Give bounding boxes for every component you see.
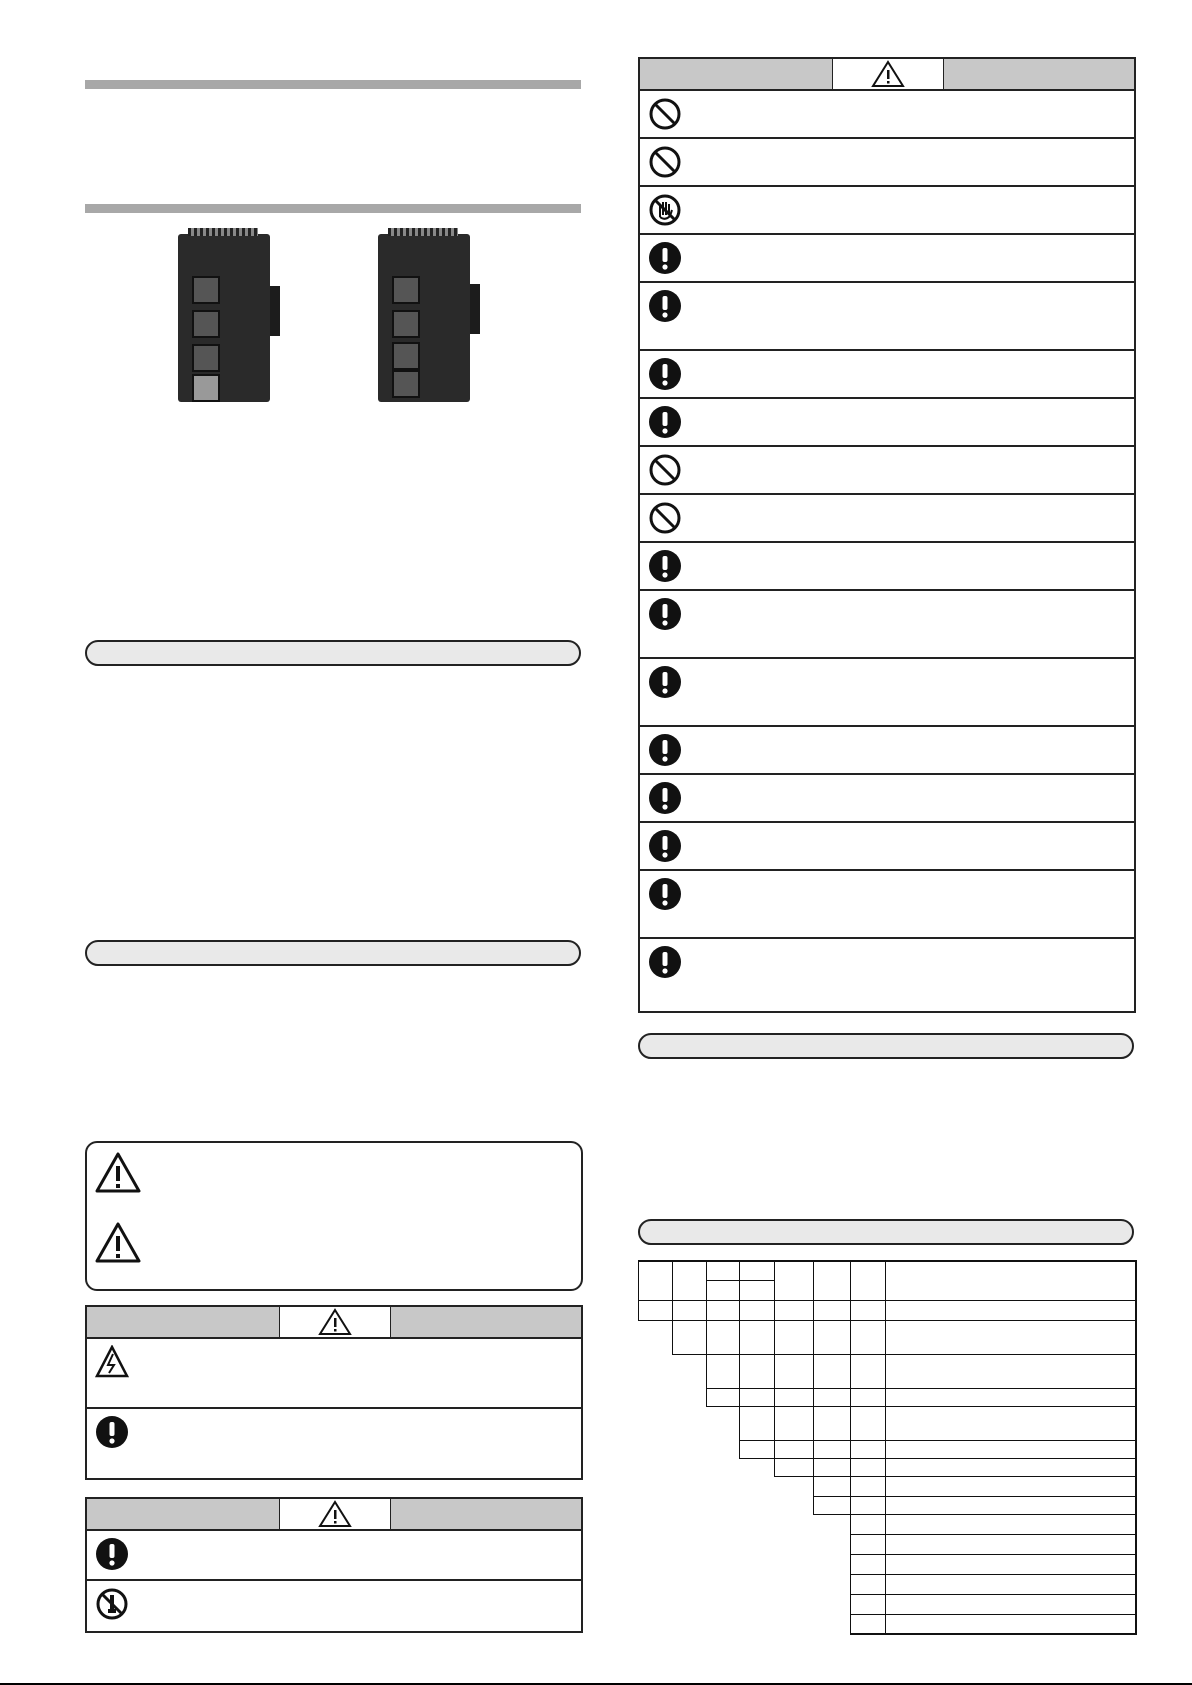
- exclamation-circle-icon: [648, 877, 682, 911]
- table-rule: [638, 1300, 639, 1320]
- table-rule: [672, 1260, 673, 1300]
- table-rule: [739, 1320, 740, 1354]
- table-rule: [706, 1280, 774, 1281]
- table-rule: [850, 1534, 1136, 1535]
- table-rule: [813, 1476, 814, 1496]
- table-rule: [850, 1320, 851, 1354]
- prohibition-circle-icon: [648, 145, 682, 179]
- precaution-row: [640, 447, 1134, 495]
- din-clip: [270, 286, 280, 336]
- header-label-cell: [279, 1307, 391, 1337]
- table-rule: [850, 1574, 851, 1594]
- table-rule: [850, 1594, 1136, 1595]
- port-4: [392, 370, 420, 398]
- table-rule: [739, 1260, 740, 1300]
- table-rule: [850, 1496, 851, 1514]
- table-rule: [850, 1260, 851, 1300]
- precaution-row: [87, 1409, 581, 1479]
- port-2: [392, 310, 420, 338]
- precaution-row: [640, 235, 1134, 283]
- caution-box-header: [87, 1499, 581, 1531]
- header-label-cell: [832, 59, 944, 89]
- fiber-port: [192, 374, 220, 402]
- no-touch-hand-icon: [648, 193, 682, 227]
- table-rule: [850, 1440, 851, 1458]
- table-rule: [706, 1388, 707, 1406]
- exclamation-circle-icon: [95, 1415, 129, 1449]
- table-rule: [774, 1388, 775, 1406]
- exclamation-circle-icon: [648, 405, 682, 439]
- precaution-row: [640, 659, 1134, 727]
- warning-box-header: [87, 1307, 581, 1339]
- model-code-table: [638, 1260, 1136, 1635]
- section-header-pill: [638, 1033, 1134, 1059]
- port-2: [192, 310, 220, 338]
- table-rule: [638, 1260, 639, 1300]
- table-rule: [672, 1354, 1136, 1355]
- table-rule: [813, 1300, 814, 1320]
- exclamation-circle-icon: [648, 733, 682, 767]
- precaution-row: [640, 871, 1134, 939]
- table-rule: [885, 1476, 886, 1496]
- precaution-row: [640, 591, 1134, 659]
- table-rule: [885, 1320, 886, 1354]
- table-rule: [706, 1388, 1136, 1389]
- table-rule: [739, 1354, 740, 1388]
- table-rule: [850, 1594, 851, 1614]
- section-header-pill: [85, 940, 581, 966]
- precaution-row: [87, 1531, 581, 1581]
- precaution-row: [640, 495, 1134, 543]
- warning-triangle-icon: [95, 1221, 141, 1263]
- table-rule: [813, 1458, 814, 1476]
- table-rule: [672, 1300, 673, 1320]
- exclamation-circle-icon: [648, 945, 682, 979]
- table-rule: [850, 1514, 851, 1534]
- table-rule: [813, 1496, 814, 1514]
- table-rule: [885, 1440, 886, 1458]
- table-rule: [885, 1388, 886, 1406]
- warning-triangle-icon: [318, 1308, 352, 1336]
- warning-triangle-icon: [318, 1500, 352, 1528]
- port-1: [192, 276, 220, 304]
- table-rule: [885, 1514, 886, 1534]
- table-rule: [850, 1458, 851, 1476]
- precaution-row: [640, 727, 1134, 775]
- table-rule: [774, 1354, 775, 1388]
- table-rule: [885, 1554, 886, 1574]
- table-rule: [885, 1496, 886, 1514]
- table-rule: [813, 1406, 814, 1440]
- table-rule: [850, 1554, 1136, 1555]
- table-rule: [638, 1320, 1136, 1321]
- table-rule: [774, 1406, 775, 1440]
- caution-box: [85, 1497, 583, 1633]
- table-rule: [813, 1354, 814, 1388]
- table-rule: [885, 1574, 886, 1594]
- prohibition-circle-icon: [648, 97, 682, 131]
- table-rule: [739, 1300, 740, 1320]
- precaution-row: [640, 187, 1134, 235]
- safety-precautions-box: [638, 57, 1136, 1013]
- port-3: [192, 344, 220, 372]
- product-image-right: [378, 228, 483, 403]
- table-rule: [706, 1300, 707, 1320]
- table-rule: [850, 1354, 851, 1388]
- warning-box: [85, 1305, 583, 1480]
- table-rule: [739, 1388, 740, 1406]
- table-rule: [813, 1440, 814, 1458]
- exclamation-circle-icon: [648, 289, 682, 323]
- precaution-row: [640, 939, 1134, 1005]
- table-rule: [672, 1320, 673, 1354]
- table-rule: [813, 1320, 814, 1354]
- din-clip: [470, 284, 480, 334]
- safety-rows: [640, 91, 1134, 1011]
- prohibition-circle-icon: [648, 501, 682, 535]
- safety-notes-box: [85, 1141, 583, 1291]
- table-rule: [850, 1534, 851, 1554]
- exclamation-circle-icon: [95, 1537, 129, 1571]
- table-rule: [885, 1260, 886, 1300]
- product-image-left: [178, 228, 283, 403]
- table-rule: [706, 1406, 1136, 1407]
- port-1: [392, 276, 420, 304]
- table-rule: [813, 1514, 1136, 1515]
- table-rule: [1135, 1260, 1137, 1635]
- table-rule: [706, 1260, 707, 1300]
- table-rule: [638, 1300, 1136, 1301]
- table-rule: [850, 1406, 851, 1440]
- precaution-row: [87, 1339, 581, 1409]
- precaution-row: [640, 775, 1134, 823]
- table-rule: [706, 1320, 707, 1354]
- table-rule: [850, 1614, 1136, 1615]
- table-rule: [885, 1614, 886, 1634]
- device-top-vents: [388, 228, 458, 236]
- exclamation-circle-icon: [648, 549, 682, 583]
- table-rule: [813, 1260, 814, 1300]
- precaution-row: [87, 1581, 581, 1631]
- table-rule: [774, 1458, 775, 1476]
- table-rule: [850, 1614, 851, 1634]
- prohibition-circle-icon: [648, 453, 682, 487]
- section-header-pill: [85, 640, 581, 666]
- exclamation-circle-icon: [648, 781, 682, 815]
- table-rule: [774, 1320, 775, 1354]
- precaution-row: [640, 399, 1134, 447]
- table-rule: [774, 1476, 1136, 1477]
- precaution-row: [640, 139, 1134, 187]
- table-rule: [885, 1354, 886, 1388]
- warning-triangle-icon: [95, 1151, 141, 1193]
- no-disassembly-icon: [95, 1587, 129, 1621]
- precaution-row: [640, 91, 1134, 139]
- exclamation-circle-icon: [648, 829, 682, 863]
- table-rule: [850, 1300, 851, 1320]
- port-3: [392, 342, 420, 370]
- precaution-row: [640, 823, 1134, 871]
- caution-rows: [87, 1531, 581, 1631]
- table-rule: [850, 1574, 1136, 1575]
- table-rule: [739, 1406, 740, 1440]
- exclamation-circle-icon: [648, 597, 682, 631]
- table-rule: [739, 1440, 740, 1458]
- exclamation-circle-icon: [648, 241, 682, 275]
- precaution-row: [640, 543, 1134, 591]
- table-rule: [739, 1440, 1136, 1441]
- table-rule: [850, 1554, 851, 1574]
- table-rule: [706, 1354, 707, 1388]
- table-rule: [885, 1406, 886, 1440]
- device-top-vents: [188, 228, 258, 236]
- safety-box-header: [640, 59, 1134, 91]
- table-rule: [739, 1458, 1136, 1459]
- table-rule: [774, 1260, 775, 1300]
- title-bar-bottom: [85, 204, 581, 213]
- header-label-cell: [279, 1499, 391, 1529]
- table-rule: [885, 1300, 886, 1320]
- precaution-row: [640, 283, 1134, 351]
- warning-rows: [87, 1339, 581, 1478]
- table-rule: [885, 1594, 886, 1614]
- precaution-row: [640, 351, 1134, 399]
- exclamation-circle-icon: [648, 665, 682, 699]
- table-rule: [813, 1496, 1136, 1497]
- exclamation-circle-icon: [648, 357, 682, 391]
- title-bar-top: [85, 80, 581, 89]
- warning-triangle-icon: [871, 60, 905, 88]
- table-rule: [774, 1300, 775, 1320]
- table-rule: [850, 1476, 851, 1496]
- table-rule: [813, 1388, 814, 1406]
- section-header-pill: [638, 1219, 1134, 1245]
- table-rule: [850, 1633, 1136, 1635]
- table-rule: [885, 1458, 886, 1476]
- table-rule: [774, 1440, 775, 1458]
- table-rule: [638, 1260, 1136, 1262]
- electric-shock-icon: [95, 1345, 129, 1379]
- table-rule: [885, 1534, 886, 1554]
- table-rule: [850, 1388, 851, 1406]
